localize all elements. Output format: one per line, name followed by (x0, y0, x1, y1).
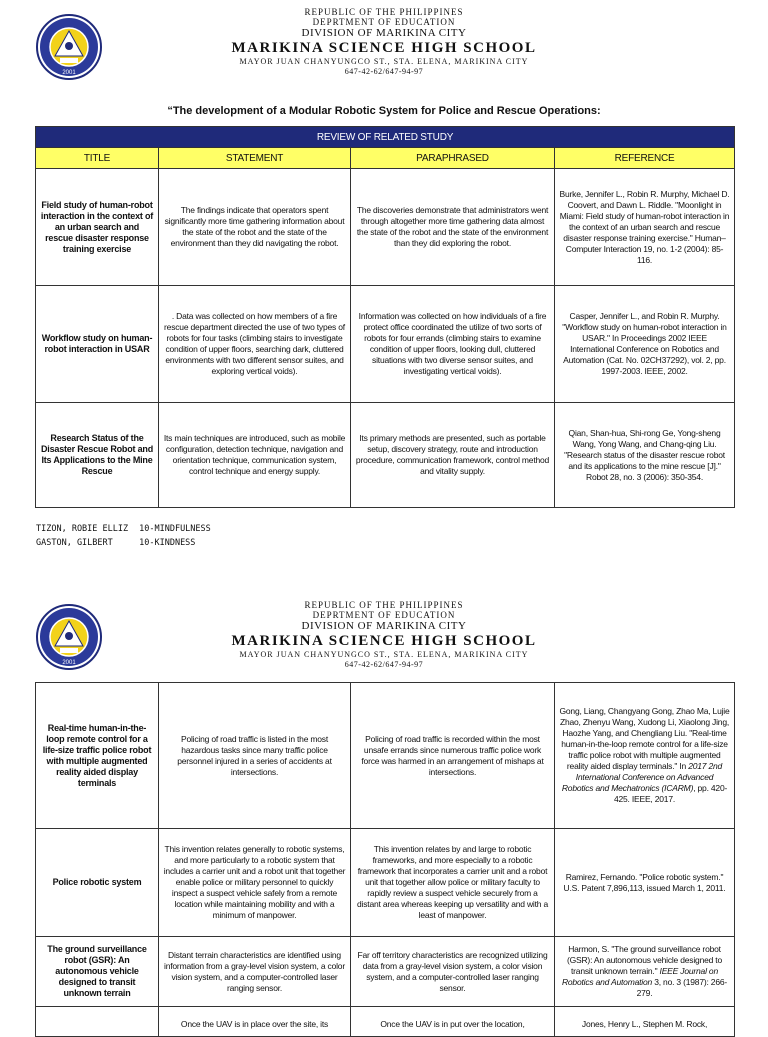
row-title: Field study of human-robot interaction in the context of an urban search and rescue disaster response training exercise (36, 169, 159, 286)
row-paraphrased: This invention relates by and large to robotic frameworks, and more especially to a robotic framework that incorporates a carrier unit and a robot unit that together allow police or military faculty to rapidly review a suspect vehicle securely from a distant area whereas keeping up versatility and with a least of manpower. (351, 829, 555, 937)
research-title: “The development of a Modular Robotic System for Police and Rescue Operations: (167, 105, 601, 117)
row-paraphrased: The discoveries demonstrate that administrators went through altogether more time gathering data almost the state of the robot and the state of the environment than they did exploring the robot. (351, 169, 555, 286)
student-row (36, 536, 211, 550)
row-statement: Its main techniques are introduced, such as mobile configuration, detection technique, navigation and orientation technique, communication system, control technique and energy supply. (159, 403, 351, 508)
school-phone: 647-42-62/647-94-97 (344, 660, 424, 669)
school-phone: 647-42-62/647-94-97 (344, 67, 424, 76)
column-header-reference: REFERENCE (555, 148, 735, 169)
svg-text:2001: 2001 (62, 70, 76, 76)
svg-text:2001: 2001 (62, 660, 76, 666)
row-title: Police robotic system (36, 829, 159, 937)
table-row (36, 403, 735, 508)
row-reference: Burke, Jennifer L., Robin R. Murphy, Michael D. Coovert, and Dawn L. Riddle. "Moonlight in Miami: Field study of human-robot interaction in the context of an urban search and rescue disaster response training exercise." Human–Computer Interaction 19, no. 1-2 (2004): 85-116. (555, 169, 735, 286)
review-table-page-1 (35, 126, 735, 508)
table-row (36, 937, 735, 1007)
row-title (36, 1007, 159, 1037)
row-reference: Ramirez, Fernando. "Police robotic system." U.S. Patent 7,896,113, issued March 1, 2011. (555, 829, 735, 937)
row-title: Workflow study on human-robot interaction in USAR (36, 286, 159, 403)
table-row (36, 286, 735, 403)
table-row (36, 169, 735, 286)
row-reference: Casper, Jennifer L., and Robin R. Murphy. "Workflow study on human-robot interaction in USAR." In Proceedings 2002 IEEE International Conference on Robotics and Automation (Cat. No. 02CH37292), vol. 2, pp. 1997-2003. IEEE, 2002. (555, 286, 735, 403)
school-name: MARIKINA SCIENCE HIGH SCHOOL (231, 633, 537, 649)
row-title: Research Status of the Disaster Rescue Robot and Its Applications to the Mine Rescue (36, 403, 159, 508)
row-statement: Distant terrain characteristics are identified using information from a gray-level vision system, a color vision system, and a computer-controlled laser ranging sensor. (159, 937, 351, 1007)
page-2 (0, 594, 768, 1029)
row-paraphrased: Once the UAV is in put over the location, (351, 1007, 555, 1037)
column-header-title: TITLE (36, 148, 159, 169)
letterhead (0, 0, 768, 80)
republic-line: REPUBLIC OF THE PHILIPPINES (304, 7, 464, 17)
row-paraphrased: Far off territory characteristics are recognized utilizing data from a gray-level vision system, a color vision system, and a computer-controlled laser ranging sensor. (351, 937, 555, 1007)
school-address: MAYOR JUAN CHANYUNGCO ST., STA. ELENA, MARIKINA CITY (239, 57, 529, 66)
review-table-page-2 (35, 682, 735, 1037)
school-address: MAYOR JUAN CHANYUNGCO ST., STA. ELENA, MARIKINA CITY (239, 650, 529, 659)
row-statement: Policing of road traffic is listed in the most hazardous tasks since many traffic police personnel injured in a series of accidents at intersections. (159, 683, 351, 829)
row-title: The ground surveillance robot (GSR): An autonomous vehicle designed to transit unknown terrain (36, 937, 159, 1007)
row-paraphrased: Information was collected on how individuals of a fire protect office coordinated the utilize of two sorts of robots for four errands (climbing stairs to examine condition of upper floors, looking dull, cluttered situations with two diverse sensor suites, and investigating vertical voids). (351, 286, 555, 403)
row-statement: Once the UAV is in place over the site, its (159, 1007, 351, 1037)
table-row (36, 1007, 735, 1037)
student-row (36, 522, 211, 536)
row-reference: Qian, Shan-hua, Shi-rong Ge, Yong-sheng Wang, Yong Wang, and Chang-qing Liu. "Research status of the disaster rescue robot and its applications to the mine rescue [J]." Robot 28, no. 3 (2006): 350-354. (555, 403, 735, 508)
row-paraphrased: Its primary methods are presented, such as portable setup, discovery strategy, route and introduction procedure, communication framework, control method and vitality supply. (351, 403, 555, 508)
republic-line: REPUBLIC OF THE PHILIPPINES (304, 600, 464, 610)
row-reference: Jones, Henry L., Stephen M. Rock, (555, 1007, 735, 1037)
student-section: 10-MINDFULNESS (139, 524, 211, 534)
row-statement: This invention relates generally to robotic systems, and more particularly to a robotic system that includes a carrier unit and a robot unit that together enable police or military personnel to quickly inspect a suspect vehicle safely from a remote location while maintaining mobility and with a minimum of manpower. (159, 829, 351, 937)
row-statement: . Data was collected on how members of a fire rescue department directed the use of two types of robots for four tasks (climbing stairs to investigate condition of upper floors, searching dark, cluttered environments with two different sensor suites, and exploring vertical voids). (159, 286, 351, 403)
division-line: DIVISION OF MARIKINA CITY (301, 27, 467, 39)
table-row (36, 829, 735, 937)
department-line: DEPRTMENT OF EDUCATION (312, 610, 456, 620)
row-statement: The findings indicate that operators spent significantly more time gathering information about the state of the robot and the state of the environment than they did navigating the robot. (159, 169, 351, 286)
row-title: Real-time human-in-the-loop remote control for a life-size traffic police robot with multiple augmented reality aided display terminals (36, 683, 159, 829)
student-list (36, 522, 211, 550)
student-name: GASTON, GILBERT (36, 538, 113, 548)
column-header-paraphrased: PARAPHRASED (351, 148, 555, 169)
table-banner: REVIEW OF RELATED STUDY (36, 127, 735, 148)
division-line: DIVISION OF MARIKINA CITY (301, 620, 467, 632)
row-reference: Harmon, S. "The ground surveillance robot (GSR): An autonomous vehicle designed to transit unknown terrain." IEEE Journal on Robotics and Automation 3, no. 3 (1987): 266-279. (555, 937, 735, 1007)
letterhead (0, 594, 768, 674)
row-reference: Gong, Liang, Changyang Gong, Zhao Ma, Lujie Zhao, Zhenyu Wang, Xudong Li, Xiaolong Jing, Haozhe Yang, and Chengliang Liu. "Real-time human-in-the-loop remote control for a life-size traffic police robot with multiple augmented reality aided display terminals." In 2017 2nd International Conference on Advanced Robotics and Mechatronics (ICARM), pp. 420-425. IEEE, 2017. (555, 683, 735, 829)
column-header-statement: STATEMENT (159, 148, 351, 169)
school-name: MARIKINA SCIENCE HIGH SCHOOL (231, 40, 537, 56)
student-section: 10-KINDNESS (139, 538, 196, 548)
student-name: TIZON, ROBIE ELLIZ (36, 524, 129, 534)
table-row (36, 683, 735, 829)
department-line: DEPRTMENT OF EDUCATION (312, 17, 456, 27)
row-paraphrased: Policing of road traffic is recorded within the most unsafe errands since numerous traffic police work force was harmed in an arrangement of mishaps at intersections. (351, 683, 555, 829)
